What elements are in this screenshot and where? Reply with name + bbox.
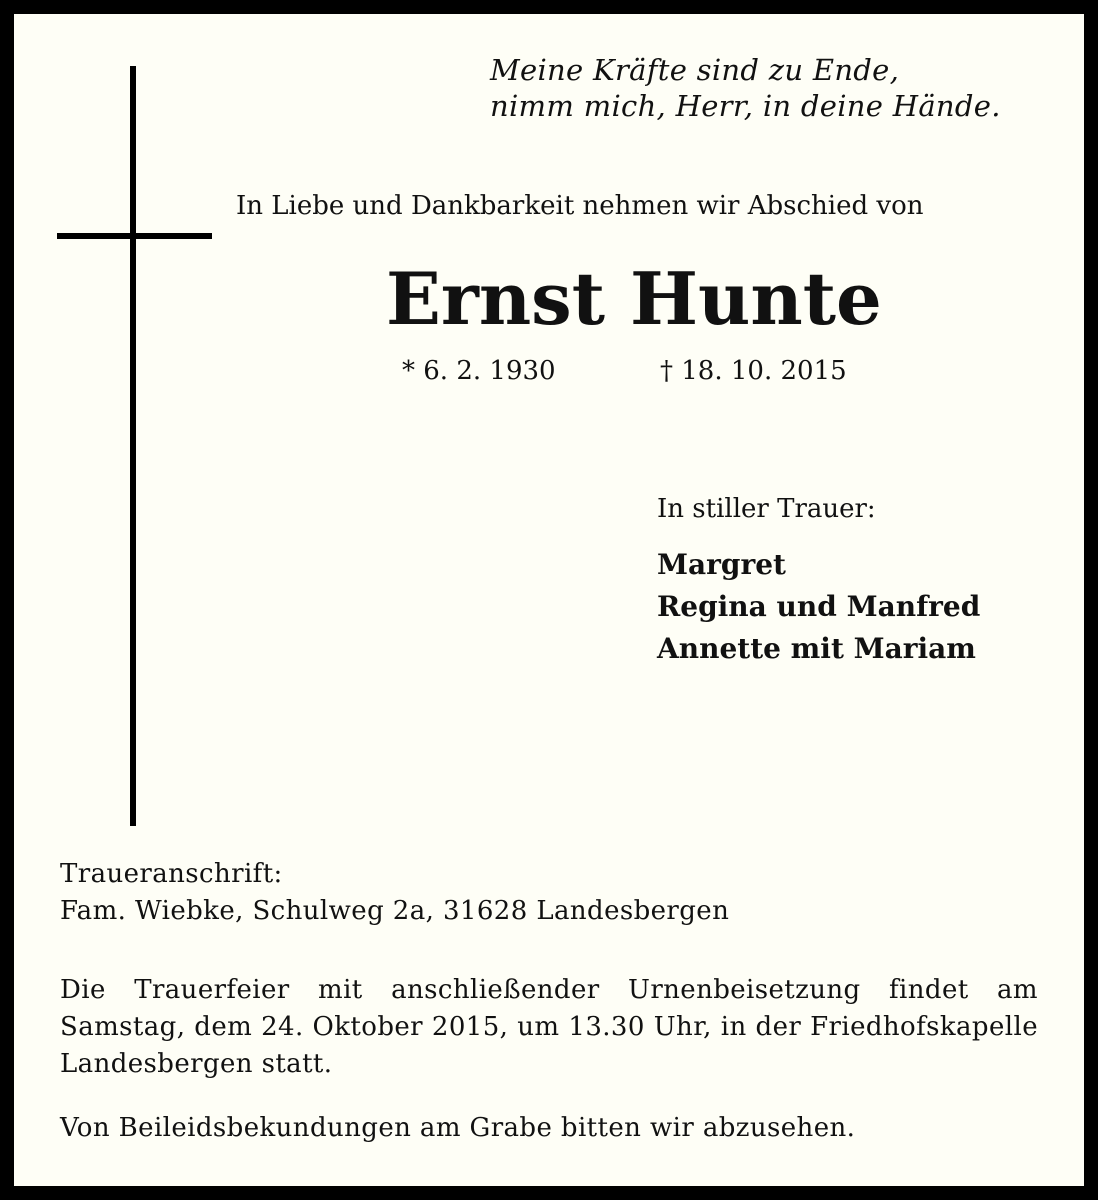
verse-line-2: nimm mich, Herr, in deine Hände. [490,89,1001,123]
mourning-address: Fam. Wiebke, Schulweg 2a, 31628 Landesbergen [60,896,730,926]
mourner-name: Margret [657,548,786,581]
mourner-name: Regina und Manfred [657,590,981,623]
deceased-name: Ernst Hunte [386,256,882,341]
obituary-notice [14,14,1084,1186]
death-date: † 18. 10. 2015 [660,356,847,386]
condolences-note: Von Beileidsbekundungen am Grabe bitten wir abzusehen. [60,1113,856,1143]
mourner-name: Annette mit Mariam [657,632,976,665]
mourners-list [657,544,980,670]
farewell-intro: In Liebe und Dankbarkeit nehmen wir Abschied von [236,191,924,221]
verse-line-1: Meine Kräfte sind zu Ende, [490,53,900,87]
address-label: Traueranschrift: [60,859,283,889]
ceremony-notice: Die Trauerfeier mit anschließender Urnenbeisetzung findet am Samstag, dem 24. Oktober 2015, um 13.30 Uhr, in der Friedhofskapelle Landesbergen statt. [60,975,1038,1079]
cross-icon-crossbar [57,233,212,239]
birth-date: * 6. 2. 1930 [402,356,556,386]
cross-icon [130,66,136,826]
bible-verse [490,52,1050,124]
mourning-label: In stiller Trauer: [657,494,876,524]
